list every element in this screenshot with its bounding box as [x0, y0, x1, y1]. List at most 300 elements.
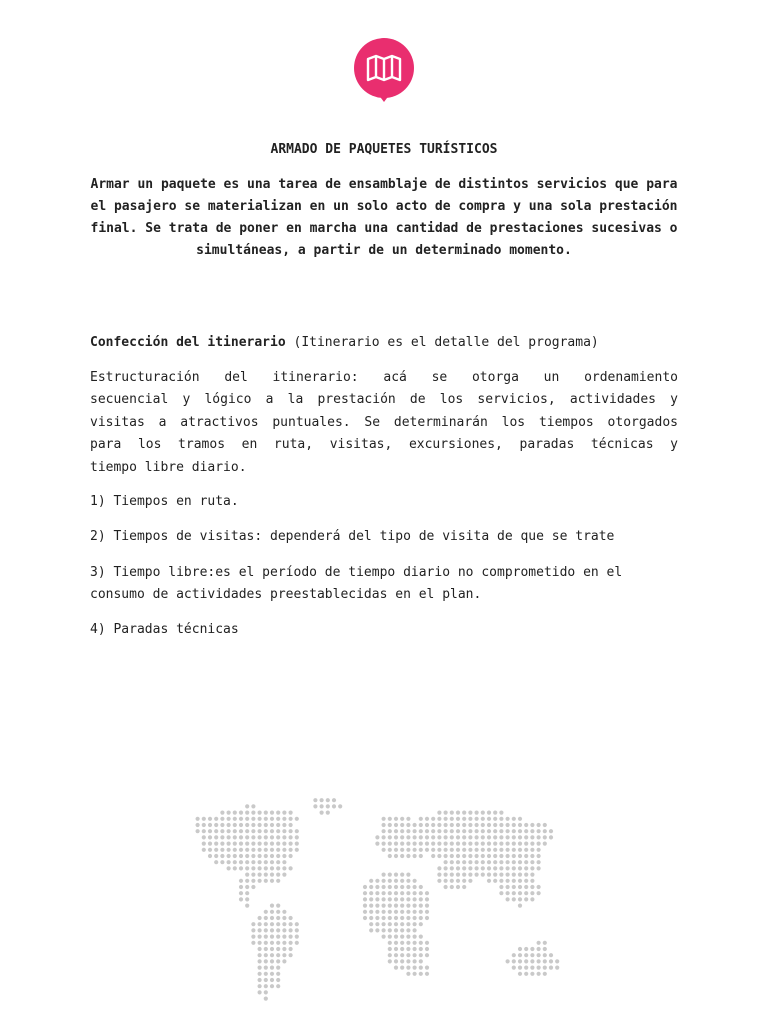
map-dot	[431, 829, 435, 833]
map-dot	[499, 817, 503, 821]
map-dot	[264, 972, 268, 976]
map-dot	[245, 897, 249, 901]
map-dot	[450, 848, 454, 852]
map-dot	[499, 842, 503, 846]
map-dot	[406, 829, 410, 833]
map-dot	[295, 829, 299, 833]
map-dot	[276, 984, 280, 988]
map-dot	[245, 866, 249, 870]
map-dot	[462, 885, 466, 889]
map-dot	[276, 916, 280, 920]
map-dot	[499, 811, 503, 815]
map-dot	[282, 916, 286, 920]
section-heading	[90, 332, 678, 354]
map-dot	[512, 848, 516, 852]
map-dot	[245, 829, 249, 833]
map-dot	[375, 897, 379, 901]
map-dot	[382, 817, 386, 821]
map-dot	[487, 817, 491, 821]
map-dot	[202, 842, 206, 846]
map-dot	[276, 935, 280, 939]
map-dot	[524, 866, 528, 870]
map-dot	[413, 910, 417, 914]
map-dot	[363, 891, 367, 895]
map-dot	[493, 854, 497, 858]
map-dot	[245, 873, 249, 877]
map-dot	[270, 854, 274, 858]
map-dot	[264, 873, 268, 877]
map-dot	[512, 879, 516, 883]
map-dot	[251, 941, 255, 945]
map-dot	[419, 829, 423, 833]
map-dot	[549, 953, 553, 957]
map-dot	[444, 848, 448, 852]
document-title: ARMADO DE PAQUETES TURÍSTICOS	[270, 142, 498, 157]
map-dot	[239, 885, 243, 889]
map-dot	[394, 935, 398, 939]
map-dot	[419, 959, 423, 963]
map-dot	[406, 817, 410, 821]
map-dot	[406, 873, 410, 877]
map-dot	[239, 897, 243, 901]
map-dot	[506, 885, 510, 889]
map-dot	[537, 959, 541, 963]
map-dot	[388, 928, 392, 932]
map-dot	[512, 897, 516, 901]
map-dot	[394, 928, 398, 932]
map-dot	[518, 885, 522, 889]
map-dot	[468, 848, 472, 852]
map-dot	[499, 823, 503, 827]
map-dot	[400, 922, 404, 926]
paragraph-line: Estructuración del itinerario: acá se otorga un ordenamiento	[90, 370, 678, 385]
map-dot	[251, 885, 255, 889]
map-dot	[530, 879, 534, 883]
map-dot	[202, 829, 206, 833]
map-dot	[400, 953, 404, 957]
map-dot	[227, 860, 231, 864]
map-dot	[282, 959, 286, 963]
map-dot	[481, 866, 485, 870]
map-dot	[394, 891, 398, 895]
map-dot	[425, 817, 429, 821]
map-dot	[369, 897, 373, 901]
map-dot	[400, 947, 404, 951]
map-dot	[437, 817, 441, 821]
map-dot	[506, 959, 510, 963]
map-dot	[487, 848, 491, 852]
map-dot	[251, 804, 255, 808]
map-dot	[524, 823, 528, 827]
map-dot	[493, 879, 497, 883]
itinerary-paragraph	[90, 367, 678, 479]
map-dot	[537, 860, 541, 864]
map-dot	[413, 835, 417, 839]
map-dot	[202, 835, 206, 839]
map-dot	[400, 928, 404, 932]
map-dot	[450, 829, 454, 833]
map-dot	[258, 866, 262, 870]
map-dot	[270, 848, 274, 852]
map-dot	[406, 897, 410, 901]
map-dot	[388, 953, 392, 957]
map-dot	[251, 835, 255, 839]
map-dot	[326, 804, 330, 808]
map-dot	[524, 873, 528, 877]
map-dot	[413, 879, 417, 883]
map-dot	[239, 823, 243, 827]
map-dot	[524, 947, 528, 951]
map-dot	[270, 928, 274, 932]
map-dot	[468, 817, 472, 821]
map-dot	[537, 972, 541, 976]
map-dot	[289, 811, 293, 815]
map-dot	[468, 873, 472, 877]
map-dot	[227, 848, 231, 852]
map-dot	[431, 817, 435, 821]
map-dot	[487, 835, 491, 839]
map-dot	[518, 848, 522, 852]
map-dot	[506, 854, 510, 858]
map-dot	[493, 811, 497, 815]
map-dot	[227, 835, 231, 839]
map-dot	[220, 854, 224, 858]
map-dot	[537, 823, 541, 827]
map-dot	[196, 829, 200, 833]
map-dot	[363, 885, 367, 889]
map-dot	[251, 879, 255, 883]
map-dot	[264, 829, 268, 833]
map-dot	[388, 823, 392, 827]
map-dot	[413, 941, 417, 945]
map-dot	[245, 811, 249, 815]
map-dot	[425, 910, 429, 914]
map-dot	[264, 848, 268, 852]
map-dot	[419, 935, 423, 939]
map-dot	[276, 972, 280, 976]
map-dot	[406, 842, 410, 846]
map-dot	[233, 848, 237, 852]
map-dot	[245, 891, 249, 895]
map-dot	[524, 885, 528, 889]
map-dot	[493, 842, 497, 846]
map-dot	[233, 835, 237, 839]
map-dot	[487, 823, 491, 827]
map-dot	[450, 817, 454, 821]
map-dot	[456, 811, 460, 815]
map-dot	[543, 947, 547, 951]
map-dot	[289, 916, 293, 920]
map-dot	[220, 823, 224, 827]
map-dot	[233, 842, 237, 846]
map-dot	[425, 941, 429, 945]
map-dot	[512, 953, 516, 957]
map-dot	[425, 972, 429, 976]
map-dot	[239, 817, 243, 821]
map-dot	[450, 866, 454, 870]
map-dot	[394, 835, 398, 839]
map-dot	[270, 935, 274, 939]
map-dot	[450, 811, 454, 815]
map-dot	[524, 848, 528, 852]
map-dot	[320, 804, 324, 808]
map-dot	[264, 990, 268, 994]
map-dot	[537, 866, 541, 870]
map-dot	[264, 966, 268, 970]
map-dot	[425, 897, 429, 901]
map-dot	[530, 848, 534, 852]
map-dot	[413, 928, 417, 932]
map-dot	[413, 885, 417, 889]
map-dot	[400, 879, 404, 883]
map-dot	[456, 848, 460, 852]
map-dot	[493, 866, 497, 870]
map-dot	[258, 823, 262, 827]
map-dot	[506, 891, 510, 895]
map-dot	[276, 947, 280, 951]
map-dot	[518, 947, 522, 951]
map-dot	[382, 935, 386, 939]
map-dot	[444, 842, 448, 846]
map-dot	[518, 835, 522, 839]
paragraph-line: tiempo libre diario.	[90, 459, 247, 475]
map-dot	[524, 972, 528, 976]
map-dot	[530, 947, 534, 951]
map-dot	[214, 848, 218, 852]
map-dot	[431, 823, 435, 827]
map-dot	[251, 922, 255, 926]
paragraph-line: secuencial y lógico a la prestación de los servicios, actividades y	[90, 392, 678, 408]
map-dot	[239, 835, 243, 839]
map-dot	[530, 835, 534, 839]
map-dot	[369, 922, 373, 926]
map-dot	[375, 928, 379, 932]
map-dot	[295, 848, 299, 852]
map-dot	[394, 922, 398, 926]
map-dot	[264, 811, 268, 815]
map-dot	[506, 817, 510, 821]
map-dot	[549, 966, 553, 970]
map-dot	[450, 873, 454, 877]
map-dot	[270, 904, 274, 908]
map-dot	[220, 811, 224, 815]
map-dot	[413, 953, 417, 957]
map-dot	[456, 873, 460, 877]
map-dot	[264, 928, 268, 932]
map-dot	[499, 873, 503, 877]
map-dot	[196, 823, 200, 827]
map-dot	[382, 885, 386, 889]
map-dot	[537, 941, 541, 945]
map-dot	[382, 897, 386, 901]
map-dot	[400, 873, 404, 877]
map-dot	[276, 928, 280, 932]
map-dot	[456, 879, 460, 883]
map-dot	[512, 842, 516, 846]
map-dot	[456, 842, 460, 846]
map-dot	[276, 848, 280, 852]
map-dot	[394, 916, 398, 920]
map-dot	[543, 941, 547, 945]
map-dot	[382, 829, 386, 833]
map-dot	[413, 823, 417, 827]
map-dot	[419, 835, 423, 839]
map-dot	[375, 922, 379, 926]
map-dot	[512, 885, 516, 889]
map-dot	[506, 873, 510, 877]
map-dot	[394, 941, 398, 945]
map-dot	[282, 873, 286, 877]
map-dot	[413, 922, 417, 926]
map-dot	[400, 897, 404, 901]
map-dot	[413, 904, 417, 908]
map-dot	[258, 972, 262, 976]
map-dot	[251, 866, 255, 870]
map-dot	[295, 922, 299, 926]
map-dot	[220, 829, 224, 833]
map-dot	[437, 835, 441, 839]
map-dot	[270, 866, 274, 870]
map-dot	[543, 842, 547, 846]
map-dot	[251, 873, 255, 877]
map-dot	[481, 811, 485, 815]
map-dot	[406, 928, 410, 932]
map-dot	[493, 817, 497, 821]
map-dot	[400, 848, 404, 852]
map-dot	[481, 860, 485, 864]
map-dot	[419, 817, 423, 821]
map-dot	[295, 842, 299, 846]
map-dot	[413, 897, 417, 901]
map-dot	[543, 829, 547, 833]
map-dot	[282, 928, 286, 932]
map-dot	[245, 885, 249, 889]
map-dot	[512, 854, 516, 858]
map-dot	[518, 904, 522, 908]
map-dot	[506, 866, 510, 870]
map-dot	[276, 978, 280, 982]
map-dot	[413, 854, 417, 858]
map-dot	[543, 953, 547, 957]
map-dot	[239, 842, 243, 846]
map-dot	[388, 904, 392, 908]
map-dot	[245, 848, 249, 852]
map-dot	[270, 873, 274, 877]
map-dot	[276, 811, 280, 815]
map-dot	[276, 823, 280, 827]
map-dot	[425, 891, 429, 895]
map-dot	[227, 829, 231, 833]
map-dot	[251, 935, 255, 939]
map-dot	[388, 959, 392, 963]
map-dot	[313, 804, 317, 808]
map-dot	[220, 848, 224, 852]
map-dot	[375, 891, 379, 895]
map-dot	[270, 916, 274, 920]
map-dot	[320, 811, 324, 815]
map-dot	[499, 829, 503, 833]
map-dot	[406, 922, 410, 926]
map-dot	[289, 829, 293, 833]
map-dot	[518, 854, 522, 858]
map-dot	[413, 842, 417, 846]
map-dot	[537, 842, 541, 846]
map-dot	[251, 928, 255, 932]
map-dot	[276, 953, 280, 957]
map-dot	[518, 842, 522, 846]
map-dot	[276, 854, 280, 858]
map-dot	[276, 873, 280, 877]
map-dot	[462, 866, 466, 870]
map-dot	[369, 879, 373, 883]
map-dot	[245, 879, 249, 883]
map-dot	[406, 941, 410, 945]
map-dot	[413, 848, 417, 852]
map-dot	[468, 860, 472, 864]
map-dot	[239, 866, 243, 870]
map-dot	[382, 848, 386, 852]
map-dot	[270, 978, 274, 982]
map-dot	[419, 941, 423, 945]
map-dot	[413, 947, 417, 951]
map-dot	[382, 910, 386, 914]
map-dot	[382, 842, 386, 846]
map-dot	[239, 848, 243, 852]
map-dot	[369, 928, 373, 932]
map-dot	[555, 966, 559, 970]
map-dot	[456, 829, 460, 833]
map-dot	[413, 935, 417, 939]
map-dot	[270, 835, 274, 839]
map-dot	[388, 848, 392, 852]
map-dot	[512, 873, 516, 877]
paragraph-line: para los tramos en ruta, visitas, excursiones, paradas técnicas y	[90, 437, 678, 453]
map-dot	[264, 953, 268, 957]
map-dot	[270, 922, 274, 926]
map-dot	[481, 817, 485, 821]
map-dot	[493, 835, 497, 839]
map-dot	[369, 910, 373, 914]
map-dot	[456, 866, 460, 870]
map-dot	[289, 835, 293, 839]
map-dot	[208, 842, 212, 846]
map-dot	[282, 823, 286, 827]
map-dot	[270, 817, 274, 821]
map-dot	[406, 854, 410, 858]
map-dot	[518, 879, 522, 883]
map-dot	[289, 922, 293, 926]
map-dot	[518, 891, 522, 895]
map-dot	[555, 959, 559, 963]
map-dot	[363, 904, 367, 908]
map-dot	[518, 866, 522, 870]
open-map-icon	[352, 38, 416, 102]
map-dot	[537, 848, 541, 852]
map-dot	[537, 891, 541, 895]
map-dot	[258, 873, 262, 877]
map-dot	[258, 835, 262, 839]
map-dot	[437, 848, 441, 852]
map-dot	[530, 885, 534, 889]
map-dot	[214, 835, 218, 839]
map-dot	[382, 916, 386, 920]
map-dot	[363, 916, 367, 920]
map-dot	[400, 941, 404, 945]
map-dot	[406, 953, 410, 957]
map-dot	[487, 873, 491, 877]
map-dot	[437, 873, 441, 877]
map-dot	[382, 823, 386, 827]
